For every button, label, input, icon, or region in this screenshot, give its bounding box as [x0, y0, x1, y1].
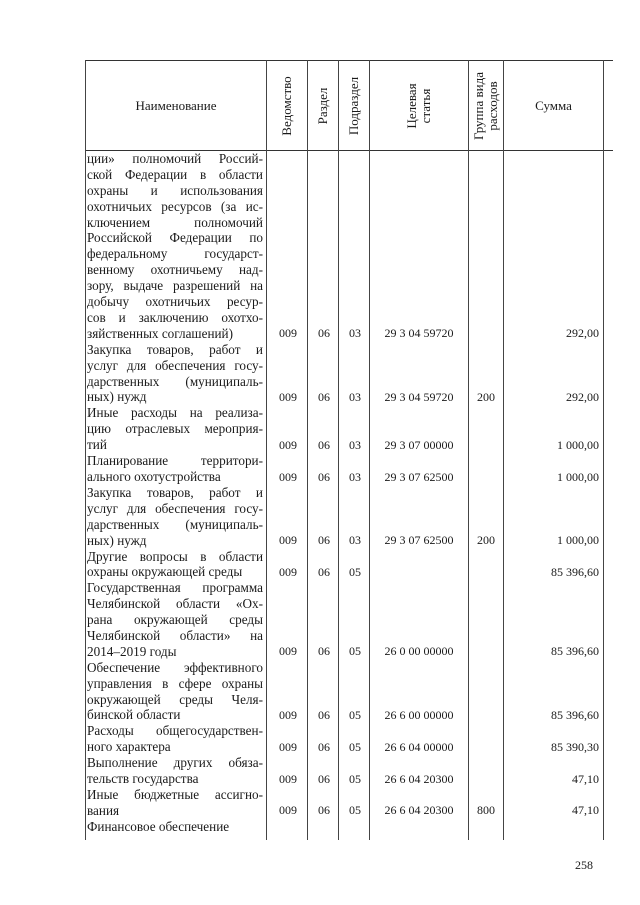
- summa-cell: 1 000,00: [557, 533, 599, 548]
- row-name-line: Государственная программа: [87, 580, 263, 596]
- column-divider: [603, 60, 604, 840]
- row-name-line: услуг для обеспечения госу-: [87, 500, 263, 516]
- row-name: [87, 723, 263, 755]
- celevaya-cell: 26 6 04 00000: [384, 739, 454, 754]
- row-name-line: Закупка товаров, работ и: [87, 484, 263, 500]
- podrazdel-cell: 03: [349, 390, 361, 404]
- header-name: Наименование: [135, 98, 217, 113]
- ved-cell: 009: [279, 390, 297, 404]
- summa-cell: 292,00: [566, 390, 599, 404]
- summa-cell: 85 396,60: [551, 564, 599, 579]
- celevaya-cell: 29 3 04 59720: [384, 326, 454, 341]
- row-name-line: ных) нужд: [87, 389, 147, 405]
- gruppa-cell: 200: [477, 533, 495, 548]
- razdel-cell: 06: [318, 564, 330, 579]
- row-name-line: ального охотустройства: [87, 468, 221, 484]
- celevaya-cell: 26 6 04 20300: [384, 803, 454, 818]
- row-name: [87, 549, 263, 581]
- row-name-line: охраны и использования: [87, 182, 263, 198]
- row-name-line: тий: [87, 437, 107, 453]
- ved-cell: 009: [279, 437, 297, 452]
- razdel-cell: 06: [318, 437, 330, 452]
- ved-cell: 009: [279, 533, 297, 548]
- row-name-line: охотничьих ресурсов (за ис-: [87, 198, 263, 214]
- razdel-cell: 06: [318, 469, 330, 484]
- row-name-line: Российской Федерации по: [87, 230, 263, 246]
- row-name-line: Иные расходы на реализа-: [87, 405, 263, 421]
- row-name-line: окружающей среды Челя-: [87, 691, 263, 707]
- ved-cell: 009: [279, 644, 297, 659]
- gruppa-cell: 200: [477, 390, 495, 404]
- row-name: [87, 453, 263, 485]
- row-name-line: Расходы общегосударствен-: [87, 723, 263, 739]
- celevaya-cell: 26 6 00 00000: [384, 708, 454, 722]
- row-name-line: ключением полномочий: [87, 214, 263, 230]
- row-name: [87, 342, 263, 406]
- row-name-line: ных) нужд: [87, 532, 147, 548]
- row-name-line: сов и заключению охотхо-: [87, 309, 263, 325]
- row-name: [87, 405, 263, 453]
- ved-cell: 009: [279, 771, 297, 786]
- header-celevaya-statya: Целевая статья: [404, 83, 433, 129]
- podrazdel-cell: 05: [349, 803, 361, 818]
- row-name: [87, 787, 263, 819]
- header-summa: Сумма: [535, 98, 572, 113]
- row-name-line: цию отраслевых мероприя-: [87, 421, 263, 437]
- row-name-line: охраны окружающей среды: [87, 564, 243, 580]
- razdel-cell: 06: [318, 803, 330, 818]
- podrazdel-cell: 05: [349, 771, 361, 786]
- row-name: [87, 660, 263, 724]
- row-name-line: Выполнение других обяза-: [87, 755, 263, 771]
- page-number: 258: [575, 858, 593, 872]
- razdel-cell: 06: [318, 533, 330, 548]
- celevaya-cell: 29 3 07 62500: [384, 533, 454, 548]
- summa-cell: 1 000,00: [557, 437, 599, 452]
- razdel-cell: 06: [318, 326, 330, 341]
- row-name-line: Обеспечение эффективного: [87, 659, 263, 675]
- column-divider: [266, 60, 267, 840]
- podrazdel-cell: 05: [349, 708, 361, 722]
- header-vedomstvo: Ведомство: [279, 76, 294, 136]
- ved-cell: 009: [279, 564, 297, 579]
- row-name-line: управления в сфере охраны: [87, 675, 263, 691]
- row-name-line: ции» полномочий Россий-: [87, 151, 263, 166]
- row-name-line: услуг для обеспечения госу-: [87, 357, 263, 373]
- row-name-line: вания: [87, 802, 120, 818]
- razdel-cell: 06: [318, 739, 330, 754]
- column-divider: [503, 60, 504, 840]
- row-name-line: Закупка товаров, работ и: [87, 341, 263, 357]
- row-name-line: Планирование территори-: [87, 453, 263, 469]
- ved-cell: 009: [279, 803, 297, 818]
- summa-cell: 292,00: [566, 326, 599, 341]
- row-name-line: Другие вопросы в области: [87, 548, 263, 564]
- ved-cell: 009: [279, 326, 297, 341]
- summa-cell: 1 000,00: [557, 469, 599, 484]
- row-name-line: добычу охотничьих ресур-: [87, 294, 263, 310]
- celevaya-cell: 26 0 00 00000: [384, 644, 454, 659]
- summa-cell: 85 390,30: [551, 739, 599, 754]
- podrazdel-cell: 03: [349, 469, 361, 484]
- row-name-line: Челябинской области» на: [87, 627, 263, 643]
- ved-cell: 009: [279, 708, 297, 722]
- header-razdel: Раздел: [315, 87, 330, 125]
- razdel-cell: 06: [318, 390, 330, 404]
- row-name-line: венному охотничьему над-: [87, 262, 263, 278]
- row-name-line: рана окружающей среды: [87, 612, 263, 628]
- summa-cell: 47,10: [572, 803, 599, 818]
- row-name: [87, 485, 263, 549]
- razdel-cell: 06: [318, 708, 330, 722]
- row-name-line: дарственных (муниципаль-: [87, 516, 263, 532]
- row-name-line: зору, выдаче разрешений на: [87, 278, 263, 294]
- row-name: [87, 819, 263, 835]
- podrazdel-cell: 03: [349, 533, 361, 548]
- row-name-line: ской Федерации в области: [87, 166, 263, 182]
- header-gruppa-vida-rashodov: Группа вида расходов: [471, 72, 500, 140]
- row-name-line: Иные бюджетные ассигно-: [87, 787, 263, 802]
- header-podrazdel: Подраздел: [346, 76, 361, 136]
- ved-cell: 009: [279, 469, 297, 484]
- razdel-cell: 06: [318, 644, 330, 659]
- celevaya-cell: 26 6 04 20300: [384, 771, 454, 786]
- row-name-line: федеральному государст-: [87, 246, 263, 262]
- gruppa-cell: 800: [477, 803, 495, 818]
- row-name-line: тельств государства: [87, 771, 199, 787]
- podrazdel-cell: 05: [349, 644, 361, 659]
- column-divider: [468, 60, 469, 840]
- row-name: [87, 580, 263, 659]
- row-name-line: зяйственных соглашений): [87, 325, 234, 341]
- row-name: [87, 755, 263, 787]
- summa-cell: 47,10: [572, 771, 599, 786]
- celevaya-cell: 29 3 07 00000: [384, 437, 454, 452]
- row-name-line: Челябинской области «Ох-: [87, 596, 263, 612]
- celevaya-cell: 29 3 04 59720: [384, 390, 454, 404]
- row-name-line: дарственных (муниципаль-: [87, 373, 263, 389]
- summa-cell: 85 396,60: [551, 644, 599, 659]
- podrazdel-cell: 05: [349, 564, 361, 579]
- row-name: [87, 151, 263, 342]
- row-name-line: 2014–2019 годы: [87, 643, 177, 659]
- podrazdel-cell: 05: [349, 739, 361, 754]
- podrazdel-cell: 03: [349, 437, 361, 452]
- row-name-line: ного характера: [87, 739, 171, 755]
- summa-cell: 85 396,60: [551, 708, 599, 722]
- razdel-cell: 06: [318, 771, 330, 786]
- celevaya-cell: 29 3 07 62500: [384, 469, 454, 484]
- row-name-line: бинской области: [87, 707, 181, 723]
- ved-cell: 009: [279, 739, 297, 754]
- table-top-border: [85, 60, 613, 61]
- column-divider: [85, 60, 86, 840]
- row-name-line: Финансовое обеспечение: [87, 818, 230, 834]
- podrazdel-cell: 03: [349, 326, 361, 341]
